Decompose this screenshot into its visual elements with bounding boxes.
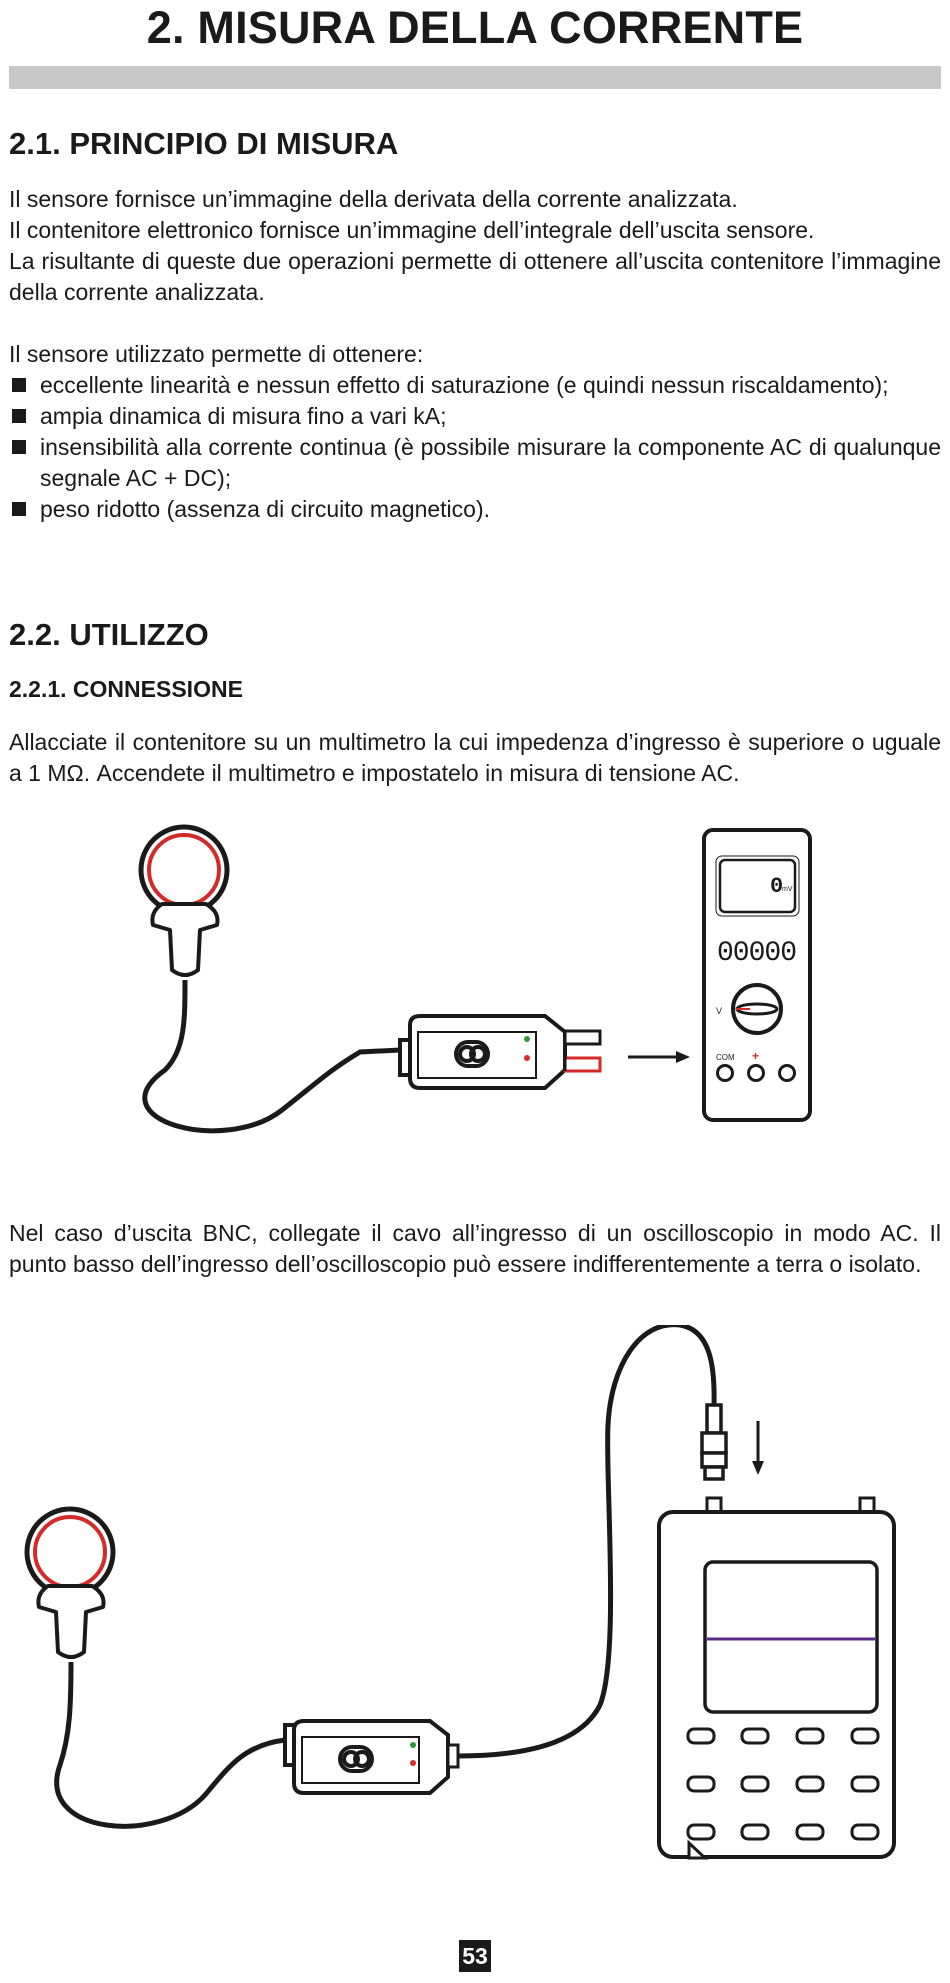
section-heading-principle: 2.1. PRINCIPIO DI MISURA	[9, 126, 399, 161]
feature-list	[9, 370, 941, 525]
electronic-module-icon	[400, 1016, 600, 1088]
oscilloscope-screen	[705, 1562, 877, 1712]
clamp-connector-icon	[38, 1586, 103, 1657]
digit-row: 00000	[717, 938, 797, 969]
flexible-clamp-ring-icon	[27, 1509, 113, 1595]
list-item: ampia dinamica di misura fino a vari kA;	[9, 401, 941, 432]
clamp-connector-icon	[152, 904, 217, 975]
green-led-icon	[410, 1742, 416, 1748]
flexible-clamp-ring-icon	[141, 827, 227, 913]
page-title: 2. MISURA DELLA CORRENTE	[146, 2, 804, 53]
list-intro: Il sensore utilizzato permette di ottenere:	[9, 341, 424, 367]
principle-line-2: Il contenitore elettronico fornisce un’immagine dell’integrale dell’uscita sensore.	[9, 217, 815, 243]
bullet-square-icon	[12, 502, 26, 516]
sensor-cable	[57, 1662, 285, 1826]
multimeter-connection-figure	[0, 820, 950, 1150]
list-item: peso ridotto (assenza di circuito magnetico).	[9, 494, 941, 525]
list-item: eccellente linearità e nessun effetto di saturazione (e quindi nessun riscaldamento);	[9, 370, 941, 401]
title-rule	[9, 66, 941, 89]
section-heading-usage: 2.2. UTILIZZO	[9, 617, 209, 652]
bullet-square-icon	[12, 378, 26, 392]
terminal-plus-jack	[749, 1066, 764, 1081]
oscilloscope-connection-figure	[0, 1325, 950, 1885]
subsection-heading-connection: 2.2.1. CONNESSIONE	[9, 676, 243, 702]
bullet-square-icon	[12, 409, 26, 423]
red-plug-icon	[565, 1058, 600, 1071]
dial-label: V	[716, 1006, 723, 1016]
bnc-plug-icon	[702, 1405, 726, 1479]
terminal-com-label: COM	[716, 1053, 735, 1062]
electronic-module-icon	[285, 1721, 458, 1793]
display-value: 0	[770, 874, 784, 899]
bnc-output-icon	[448, 1745, 458, 1767]
arrow-down-icon	[752, 1421, 764, 1475]
red-led-icon	[524, 1055, 530, 1061]
display-unit: mV	[782, 886, 793, 893]
multimeter-paragraph: Allacciate il contenitore su un multimetro la cui impedenza d’ingresso è superiore o uguale a 1 MΩ. Accendete il multimetro e impostatelo in misura di tensione AC.	[9, 729, 941, 786]
green-led-icon	[524, 1036, 530, 1042]
oscilloscope-icon	[659, 1498, 894, 1858]
principle-line-3: La risultante di queste due operazioni permette di ottenere all’uscita contenitore l’immagine della corrente analizzata.	[9, 248, 941, 305]
multimeter-icon	[704, 830, 810, 1120]
oscilloscope-paragraph: Nel caso d’uscita BNC, collegate il cavo all’ingresso di un oscilloscopio in modo AC. Il punto basso dell’ingresso dell’oscilloscopio può essere indifferentemente a terra o isolato.	[9, 1220, 941, 1277]
list-item: insensibilità alla corrente continua (è possibile misurare la componente AC di qualunque segnale AC + DC);	[9, 432, 941, 494]
arrow-right-icon	[628, 1051, 690, 1063]
bullet-square-icon	[12, 440, 26, 454]
terminal-plus-label: +	[752, 1049, 760, 1063]
page-number: 53	[459, 1940, 491, 1972]
terminal-a-jack	[780, 1066, 795, 1081]
terminal-com-jack	[718, 1066, 733, 1081]
sensor-cable	[145, 980, 400, 1131]
black-plug-icon	[565, 1031, 600, 1044]
principle-line-1: Il sensore fornisce un’immagine della derivata della corrente analizzata.	[9, 186, 738, 212]
red-led-icon	[410, 1760, 416, 1766]
